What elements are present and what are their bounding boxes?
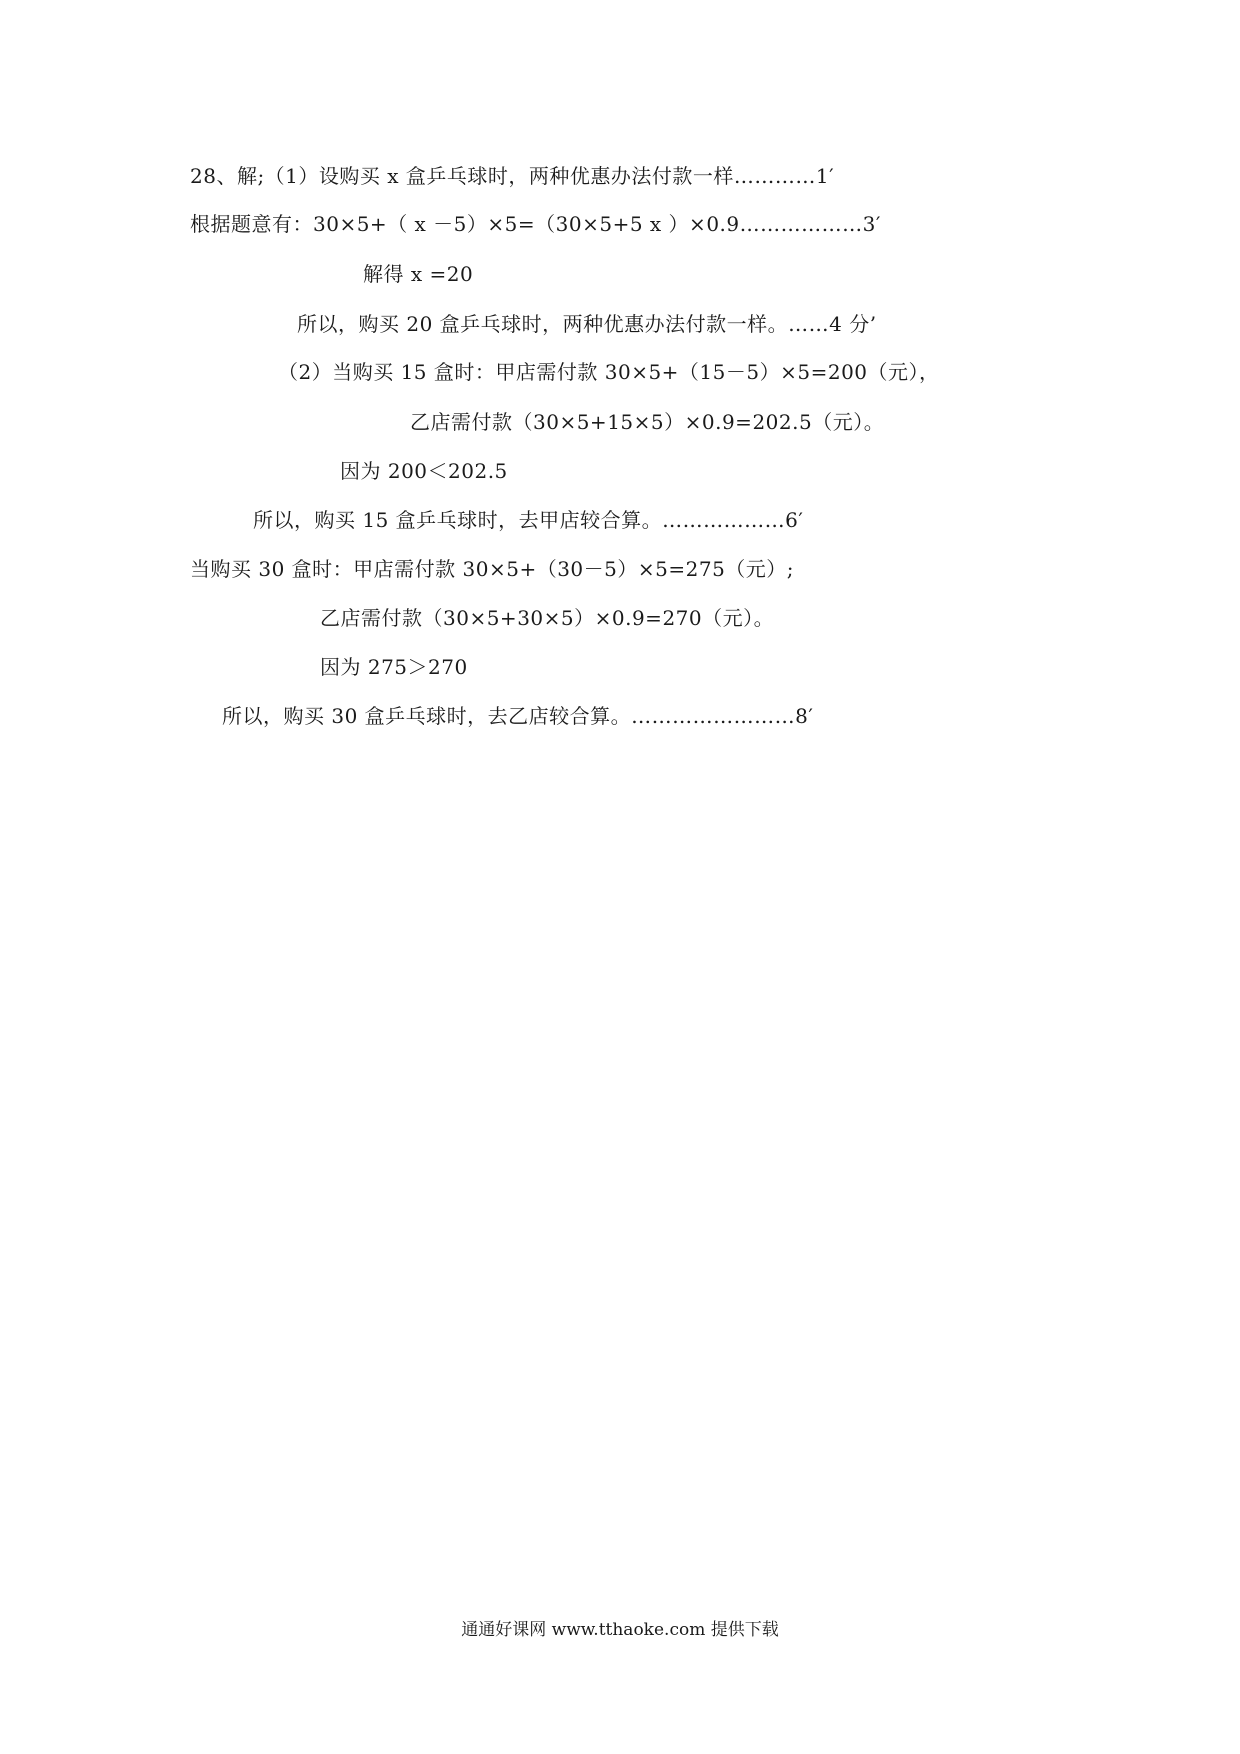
solution-line-7: 因为 200＜202.5 (340, 459, 508, 483)
solution-line-11: 因为 275＞270 (320, 655, 468, 679)
solution-line-8: 所以，购买 15 盒乒乓球时，去甲店较合算。………………6′ (253, 508, 804, 532)
solution-line-9: 当购买 30 盒时：甲店需付款 30×5+（30－5）×5=275（元）; (190, 557, 795, 581)
solution-line-4: 所以，购买 20 盒乒乓球时，两种优惠办法付款一样。……4 分’ (297, 312, 877, 336)
solution-line-10: 乙店需付款（30×5+30×5）×0.9=270（元）。 (320, 606, 775, 630)
solution-line-2: 根据题意有：30×5+（ x －5）×5=（30×5+5 x ）×0.9………………3′ (190, 212, 881, 236)
solution-line-3: 解得 x =20 (363, 262, 474, 286)
solution-line-5: （2）当购买 15 盒时：甲店需付款 30×5+（15－5）×5=200（元）， (278, 360, 940, 384)
solution-line-6: 乙店需付款（30×5+15×5）×0.9=202.5（元）。 (410, 410, 885, 434)
page-footer: 通通好课网 www.tthaoke.com 提供下载 (461, 1620, 779, 1640)
solution-line-1: 28、解;（1）设购买 x 盒乒乓球时，两种优惠办法付款一样…………1′ (190, 164, 835, 188)
solution-line-12: 所以，购买 30 盒乒乓球时，去乙店较合算。……………………8′ (222, 704, 814, 728)
